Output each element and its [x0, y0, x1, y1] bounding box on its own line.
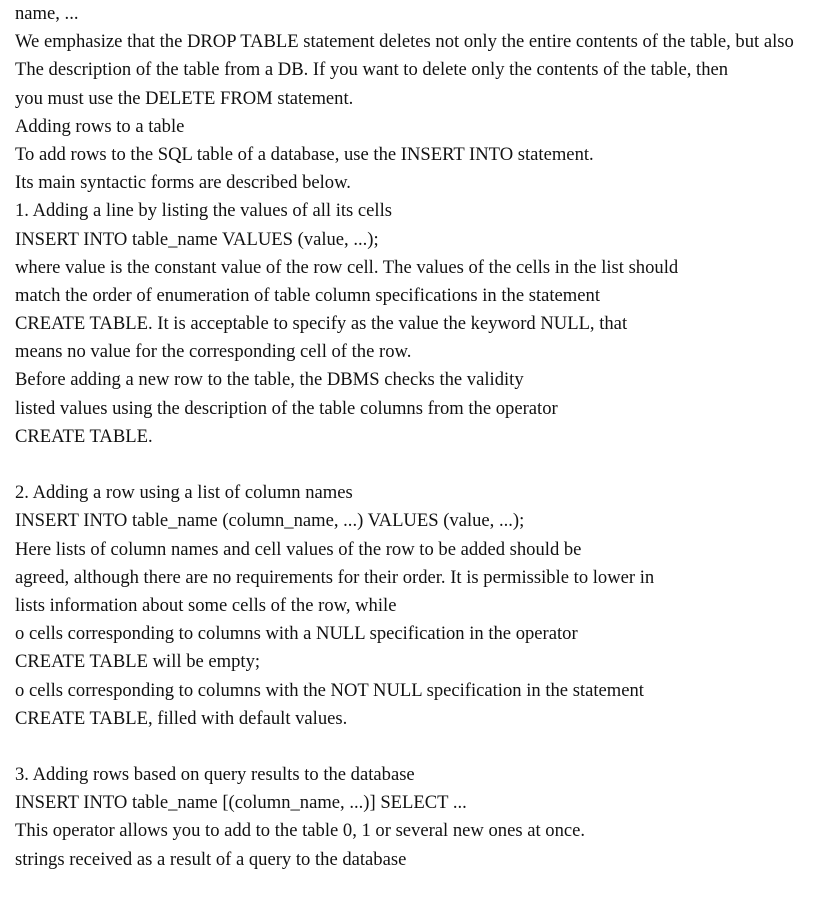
sql-syntax-line: INSERT INTO table_name [(column_name, ...)] SELECT ... [15, 792, 467, 814]
text-line: We emphasize that the DROP TABLE statement deletes not only the entire contents of the table, but also [15, 31, 794, 53]
list-item-heading-1: 1. Adding a line by listing the values of all its cells [15, 200, 392, 222]
text-line: strings received as a result of a query to the database [15, 848, 407, 870]
text-line: Here lists of column names and cell values of the row to be added should be [15, 538, 582, 560]
blank-line [15, 451, 811, 479]
list-item-heading-3: 3. Adding rows based on query results to the database [15, 764, 415, 786]
list-item-heading-2: 2. Adding a row using a list of column names [15, 482, 353, 504]
text-line: CREATE TABLE, filled with default values. [15, 707, 348, 729]
text-line: The description of the table from a DB. If you want to delete only the contents of the table, then [15, 59, 729, 81]
text-line: where value is the constant value of the row cell. The values of the cells in the list should [15, 256, 679, 278]
sql-syntax-line: INSERT INTO table_name VALUES (value, ...); [15, 228, 379, 250]
text-line: agreed, although there are no requirements for their order. It is permissible to lower in [15, 566, 655, 588]
bullet-line: o cells corresponding to columns with the NOT NULL specification in the statement [15, 679, 644, 701]
text-line: lists information about some cells of the row, while [15, 594, 397, 616]
blank-line [15, 733, 811, 761]
text-line: Before adding a new row to the table, the DBMS checks the validity [15, 369, 524, 391]
text-line: Its main syntactic forms are described below. [15, 172, 351, 194]
text-line: CREATE TABLE. It is acceptable to specify as the value the keyword NULL, that [15, 313, 628, 335]
text-line: CREATE TABLE. [15, 425, 153, 447]
text-line: means no value for the corresponding cell of the row. [15, 341, 412, 363]
text-line: you must use the DELETE FROM statement. [15, 87, 354, 109]
sql-syntax-line: INSERT INTO table_name (column_name, ...) VALUES (value, ...); [15, 510, 525, 532]
text-line: This operator allows you to add to the table 0, 1 or several new ones at once. [15, 820, 586, 842]
bullet-line: o cells corresponding to columns with a NULL specification in the operator [15, 623, 578, 645]
text-line: match the order of enumeration of table column specifications in the statement [15, 284, 600, 306]
document-body [15, 0, 811, 874]
text-line: CREATE TABLE will be empty; [15, 651, 261, 673]
text-line: listed values using the description of the table columns from the operator [15, 397, 558, 419]
text-line: To add rows to the SQL table of a database, use the INSERT INTO statement. [15, 143, 594, 165]
section-heading-adding-rows: Adding rows to a table [15, 115, 185, 137]
text-line: name, ... [15, 3, 79, 24]
